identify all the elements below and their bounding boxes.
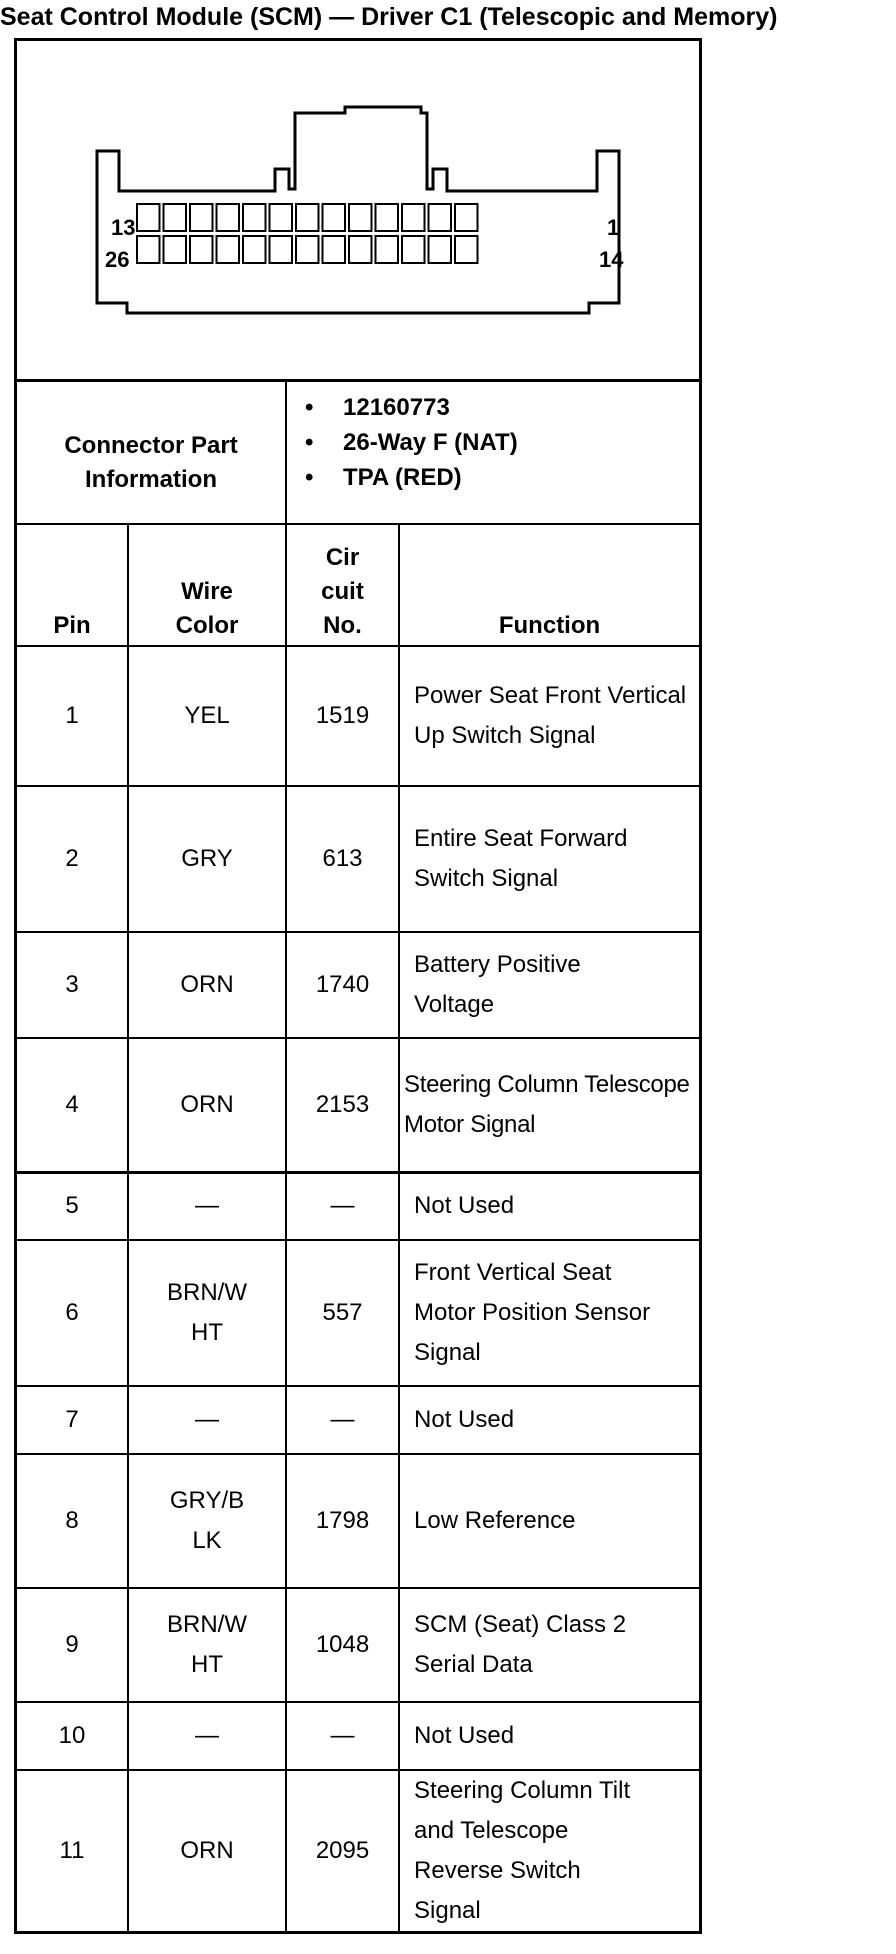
wire-color-cell: — xyxy=(128,1702,286,1770)
pin-cell: 3 xyxy=(17,932,128,1038)
cavity xyxy=(243,236,266,263)
cavity xyxy=(402,204,425,231)
cavity xyxy=(296,236,319,263)
table-row xyxy=(17,1240,699,1386)
function-cell: Not Used xyxy=(399,1386,699,1454)
cavity xyxy=(429,204,452,231)
wire-color-cell: YEL xyxy=(128,646,286,786)
wire-color-cell: GRY xyxy=(128,786,286,932)
function-cell: Steering Column Telescope Motor Signal xyxy=(399,1038,699,1172)
connector-sheet xyxy=(14,38,702,1934)
cavity xyxy=(323,236,346,263)
pin-cell: 1 xyxy=(17,646,128,786)
pin-cell: 4 xyxy=(17,1038,128,1172)
header-circuit xyxy=(286,524,399,646)
pin-label-1: 1 xyxy=(607,215,620,240)
info-item: • TPA (RED) xyxy=(305,460,699,495)
pin-cell: 10 xyxy=(17,1702,128,1770)
circuit-cell: 1048 xyxy=(286,1588,399,1702)
pin-cell: 6 xyxy=(17,1240,128,1386)
connector-face-drawing xyxy=(17,41,699,379)
pin-cell: 11 xyxy=(17,1770,128,1931)
circuit-cell: — xyxy=(286,1386,399,1454)
table-row xyxy=(17,1038,699,1172)
table-row xyxy=(17,1588,699,1702)
header-row xyxy=(17,524,699,646)
function-cell: Not Used xyxy=(399,1702,699,1770)
connector-diagram xyxy=(17,41,699,382)
function-cell: Low Reference xyxy=(399,1454,699,1588)
wire-color-cell: ORN xyxy=(128,1770,286,1931)
pin-cell: 2 xyxy=(17,786,128,932)
cavity xyxy=(270,204,293,231)
pin-label-14: 14 xyxy=(599,247,624,272)
wire-color-cell: ORN xyxy=(128,1038,286,1172)
cavity xyxy=(323,204,346,231)
circuit-cell: 2095 xyxy=(286,1770,399,1931)
table-row xyxy=(17,1702,699,1770)
circuit-cell: 1519 xyxy=(286,646,399,786)
wire-color-cell: — xyxy=(128,1172,286,1240)
function-cell: Not Used xyxy=(399,1172,699,1240)
cavity xyxy=(164,204,187,231)
connector-info-list xyxy=(287,382,699,517)
header-wire-color-text: Wire Color xyxy=(175,578,239,639)
cavity xyxy=(429,236,452,263)
circuit-cell: 557 xyxy=(286,1240,399,1386)
circuit-cell: 613 xyxy=(286,786,399,932)
table-row xyxy=(17,646,699,786)
function-cell: Battery Positive Voltage xyxy=(399,932,699,1038)
info-item: • 12160773 xyxy=(305,390,699,425)
table-row xyxy=(17,1386,699,1454)
cavity xyxy=(190,236,213,263)
cavity xyxy=(455,236,478,263)
circuit-cell: 1740 xyxy=(286,932,399,1038)
connector-outline xyxy=(97,107,619,313)
header-function: Function xyxy=(399,524,699,646)
cavity xyxy=(402,236,425,263)
connector-info-list-cell xyxy=(286,382,699,524)
function-cell: Steering Column Tilt and Telescope Reverse Switch Signal xyxy=(399,1770,699,1931)
pin-cell: 5 xyxy=(17,1172,128,1240)
cavity xyxy=(349,236,372,263)
cavity xyxy=(376,236,399,263)
wire-color-cell: BRN/W HT xyxy=(128,1588,286,1702)
info-item: • 26-Way F (NAT) xyxy=(305,425,699,460)
wire-color-cell: GRY/B LK xyxy=(128,1454,286,1588)
cavity xyxy=(137,204,160,231)
function-cell: Entire Seat Forward Switch Signal xyxy=(399,786,699,932)
function-cell: SCM (Seat) Class 2 Serial Data xyxy=(399,1588,699,1702)
cavity-grid xyxy=(137,204,478,263)
header-wire-color xyxy=(128,524,286,646)
circuit-cell: — xyxy=(286,1702,399,1770)
cavity xyxy=(270,236,293,263)
pin-label-13: 13 xyxy=(111,215,136,240)
cavity xyxy=(455,204,478,231)
cavity xyxy=(296,204,319,231)
function-cell: Front Vertical Seat Motor Position Sensor Signal xyxy=(399,1240,699,1386)
connector-info-label: Connector Part Information xyxy=(17,382,286,524)
cavity xyxy=(376,204,399,231)
cavity xyxy=(137,236,160,263)
header-circuit-text: Cir cuit No. xyxy=(321,544,364,639)
cavity xyxy=(243,204,266,231)
cavity xyxy=(190,204,213,231)
circuit-cell: 2153 xyxy=(286,1038,399,1172)
header-pin: Pin xyxy=(17,524,128,646)
pin-cell: 8 xyxy=(17,1454,128,1588)
table-row xyxy=(17,932,699,1038)
cavity xyxy=(217,204,240,231)
pin-label-26: 26 xyxy=(105,247,130,272)
wire-color-cell: — xyxy=(128,1386,286,1454)
pinout-table xyxy=(17,382,699,1931)
cavity xyxy=(349,204,372,231)
wire-color-cell: ORN xyxy=(128,932,286,1038)
table-row xyxy=(17,786,699,932)
table-row xyxy=(17,1454,699,1588)
wire-color-cell: BRN/W HT xyxy=(128,1240,286,1386)
pin-cell: 7 xyxy=(17,1386,128,1454)
connector-info-row xyxy=(17,382,699,524)
page-title: Seat Control Module (SCM) — Driver C1 (Telescopic and Memory) xyxy=(0,3,778,31)
circuit-cell: 1798 xyxy=(286,1454,399,1588)
circuit-cell: — xyxy=(286,1172,399,1240)
function-cell: Power Seat Front Vertical Up Switch Signal xyxy=(399,646,699,786)
cavity xyxy=(217,236,240,263)
pin-cell: 9 xyxy=(17,1588,128,1702)
cavity xyxy=(164,236,187,263)
table-row xyxy=(17,1770,699,1931)
table-row xyxy=(17,1172,699,1240)
